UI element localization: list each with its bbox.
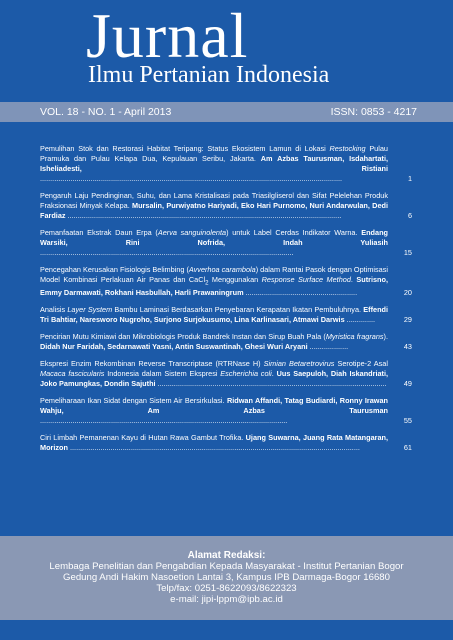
toc-entry: [40, 332, 412, 352]
toc-entry-title: Pemanfaatan Ekstrak Daun Erpa (Aerva sanguinolenta) untuk Label Cerdas Indikator Warna. Endang Warsiki, Rini Nofrida, Indah Yuliasih .............................................................................................................................: [40, 227, 388, 257]
toc-entry-page: 6: [407, 210, 412, 220]
toc-entry-title: Ciri Limbah Pemanenan Kayu di Hutan Rawa Gambut Trofika. Ujang Suwarna, Juang Rata Matangaran, Morizon ...............................................................................................................................................: [40, 432, 389, 452]
toc-entry: [40, 433, 412, 453]
toc-entry-page: 55: [403, 415, 412, 425]
toc-entry: [40, 191, 412, 221]
toc-entry-title: Pencirian Mutu Kimiawi dan Mikrobiologis Produk Bandrek Instan dan Sirup Buah Pala (Myristica fragrans). Didah Nur Faridah, Sedarnawati Yasni, Antin Suswantinah, Ghesi Wuri Aryani ...................: [40, 331, 388, 351]
toc-entry-title: Pengaruh Laju Pendinginan, Suhu, dan Lama Kristalisasi pada Triasilgliserol dan Sifat Pelelehan Produk Fraksionasi Minyak Kelapa. Mursalin, Purwiyatno Hariyadi, Eko Hari Purnomo, Nuri Andarwulan, Dedi Fardiaz .......................................................................................................................................: [40, 190, 388, 220]
journal-title: Jurnal: [86, 0, 249, 71]
toc-entry-page: 1: [407, 173, 412, 183]
masthead: [0, 0, 453, 100]
toc-entry: [40, 396, 412, 426]
toc-entry-page: 29: [403, 314, 412, 324]
table-of-contents: [40, 144, 412, 460]
address-line-1: Lembaga Penelitian dan Pengabdian Kepada Masyarakat - Institut Pertanian Bogor: [49, 561, 404, 572]
toc-entry-page: 61: [403, 442, 412, 452]
toc-entry: [40, 228, 412, 258]
address-line-4: e-mail: jipi-lppm@ipb.ac.id: [170, 594, 283, 605]
editorial-address: [0, 536, 453, 620]
journal-subtitle: Ilmu Pertanian Indonesia: [88, 62, 330, 88]
toc-entry-page: 49: [403, 378, 412, 388]
toc-entry-title: Pemeliharaan Ikan Sidat dengan Sistem Air Bersirkulasi. Ridwan Affandi, Tatag Budiardi, Ronny Irawan Wahju, Am Azbas Taurusman ..........................................................................................................................: [40, 395, 388, 425]
toc-entry-title: Pemulihan Stok dan Restorasi Habitat Teripang: Status Ekosistem Lamun di Lokasi Restocking Pulau Pramuka dan Pulau Kelapa Dua, Kepulauan Seribu, Jakarta. Am Azbas Taurusman, Isdahartati, Isheliadesti, Ristiani .....................................................................................................................................................: [40, 144, 388, 183]
toc-entry-title: Ekspresi Enzim Rekombinan Reverse Transcriptase (RTRNase H) Simian Betaretrovirus Serotipe-2 Asal Macaca fascicularis Indonesia dalam Sistem Ekspresi Escherichia coli. Uus Saepuloh, Diah Iskandriati, Joko Pamungkas, Dondin Sajuthi .................................................................................................................: [40, 358, 389, 388]
toc-entry-page: 15: [403, 247, 412, 257]
toc-entry-title: Analisis Layer System Bambu Laminasi Berdasarkan Penyebaran Kerapatan Ikatan Pembuluhnya. Effendi Tri Bahtiar, Naresworo Nugroho, Surjono Surjokusumo, Lina Karlinasari, Atmawi Darwis ..............: [40, 304, 389, 324]
toc-entry: [40, 305, 412, 325]
toc-entry-title: Pencegahan Kerusakan Fisiologis Belimbing (Avverhoa carambola) dalam Rantai Pasok dengan Optimisasi Model Kombinasi Perlakuan Air Panas dan CaCl$_2$ Menggunakan Response Surface Method. Sutrisno, Emmy Darmawati, Rokhani Hasbullah, Harli Prawaningrum .......................................................: [40, 264, 388, 297]
volume-info: VOL. 18 - NO. 1 - April 2013: [40, 106, 172, 118]
toc-entry-page: 43: [403, 341, 412, 351]
address-line-3: Telp/fax: 0251-8622093/8622323: [156, 583, 297, 594]
bottom-strip: [0, 620, 453, 640]
toc-entry: [40, 144, 412, 184]
toc-entry-page: 20: [403, 287, 412, 297]
issn-info: ISSN: 0853 - 4217: [330, 106, 417, 118]
toc-entry: [40, 359, 412, 389]
toc-entry: [40, 265, 412, 298]
volume-band: [0, 102, 453, 122]
address-heading: Alamat Redaksi:: [187, 550, 266, 561]
address-line-2: Gedung Andi Hakim Nasoetion Lantai 3, Kampus IPB Darmaga-Bogor 16680: [63, 572, 390, 583]
